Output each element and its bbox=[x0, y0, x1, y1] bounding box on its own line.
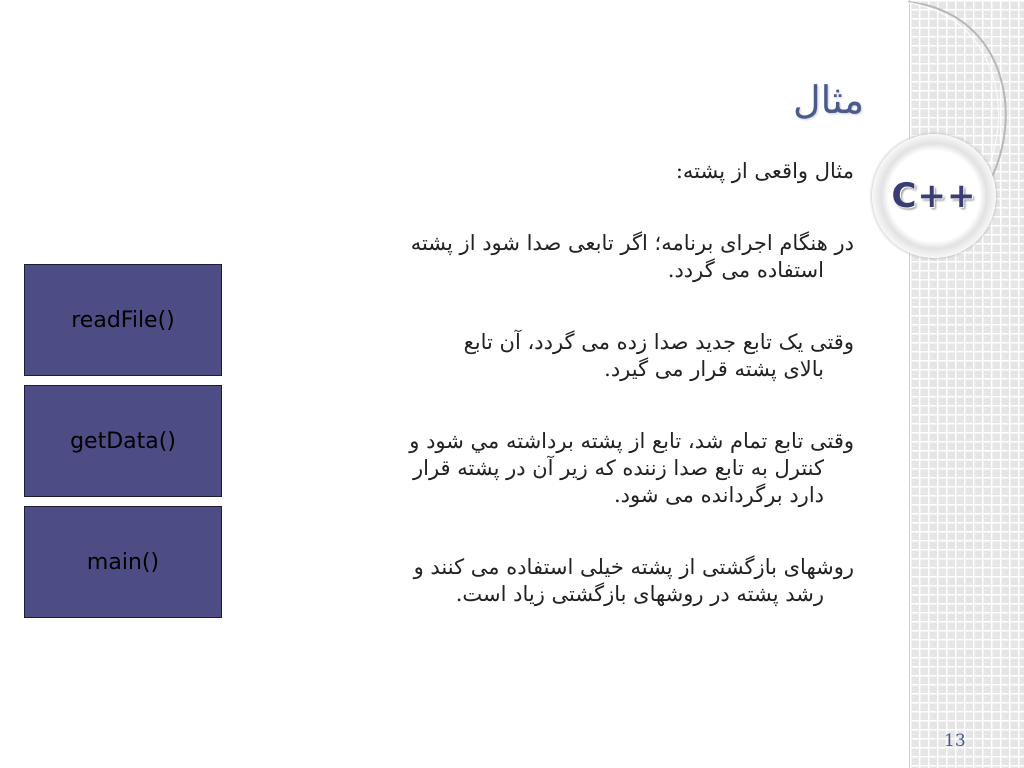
bullet-line: بالای پشته قرار می گیرد. bbox=[604, 357, 824, 381]
bullet-item bbox=[274, 554, 854, 608]
bullet-line: روشهای بازگشتی از پشته خیلی استفاده می کنند و bbox=[413, 555, 854, 579]
bullet-line: دارد برگردانده می شود. bbox=[614, 483, 824, 507]
bullet-item bbox=[274, 428, 854, 509]
bullet-item bbox=[274, 329, 854, 383]
slide-number: 13 bbox=[944, 731, 966, 751]
bullet-line: استفاده می گردد. bbox=[667, 258, 824, 282]
slide-content bbox=[274, 158, 854, 608]
bullet-line: وقتی یک تابع جدید صدا زده می گردد، آن تابع bbox=[463, 330, 854, 354]
stack-frame-getdata: getData() bbox=[24, 385, 222, 497]
bullet-item bbox=[274, 230, 854, 284]
bullet-line: کنترل به تابع صدا زننده که زیر آن در پشته قرار bbox=[412, 456, 824, 480]
slide-title: مثال bbox=[792, 78, 864, 122]
bullet-line: در هنگام اجرای برنامه؛ اگر تابعی صدا شود از پشته bbox=[410, 231, 854, 255]
call-stack-diagram bbox=[24, 264, 222, 627]
cpp-logo-icon: C++ bbox=[891, 176, 977, 216]
intro-text: مثال واقعی از پشته: bbox=[675, 159, 854, 183]
stack-frame-main: main() bbox=[24, 506, 222, 618]
bullet-line: وقتی تابع تمام شد، تابع از پشته برداشته مي شود و bbox=[409, 429, 854, 453]
stack-frame-readfile: readFile() bbox=[24, 264, 222, 376]
bullet-line: رشد پشته در روشهای بازگشتی زیاد است. bbox=[455, 582, 824, 606]
